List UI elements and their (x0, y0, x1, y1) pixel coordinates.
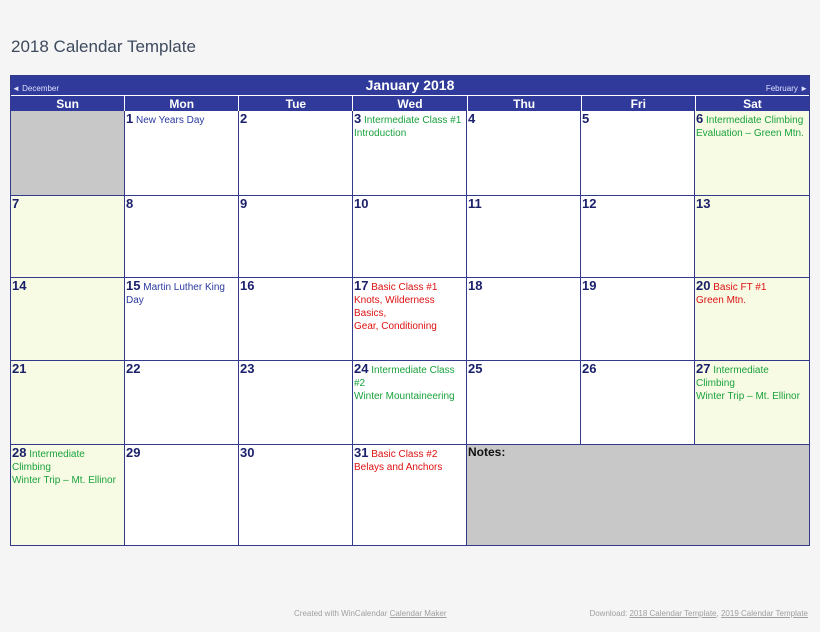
weekday-header: Fri (582, 95, 696, 111)
day-cell[interactable] (695, 278, 809, 361)
day-number: 20 (696, 278, 711, 293)
day-cell[interactable] (125, 196, 239, 278)
event-text: Winter Trip – Mt. Ellinor (12, 475, 116, 486)
day-cell[interactable] (125, 111, 239, 196)
day-number: 10 (354, 196, 369, 211)
day-cell[interactable] (239, 196, 353, 278)
event-text: Introduction (354, 128, 407, 139)
day-number: 28 (12, 445, 27, 460)
day-cell[interactable] (353, 361, 467, 445)
day-number: 9 (240, 196, 248, 211)
day-number: 27 (696, 361, 711, 376)
event-text: Intermediate Climbing (696, 365, 769, 389)
day-cell[interactable] (353, 278, 467, 361)
day-cell[interactable] (239, 111, 353, 196)
day-number: 5 (582, 111, 590, 126)
day-cell[interactable] (467, 196, 581, 278)
day-cell[interactable] (581, 111, 695, 196)
day-cell[interactable] (467, 361, 581, 445)
day-cell[interactable] (11, 445, 125, 545)
event-text: Martin Luther King Day (126, 282, 225, 306)
day-cell[interactable] (125, 361, 239, 445)
event-text: Winter Trip – Mt. Ellinor (696, 391, 800, 402)
footer-credit-text: Created with WinCalendar (294, 609, 390, 618)
day-cell[interactable] (239, 361, 353, 445)
day-number: 31 (354, 445, 369, 460)
day-number: 4 (468, 111, 476, 126)
day-number: 14 (12, 278, 27, 293)
event-text: Intermediate Class #2 (354, 365, 455, 389)
day-number: 24 (354, 361, 369, 376)
day-cell[interactable] (11, 278, 125, 361)
weekday-header: Sun (11, 95, 125, 111)
day-number: 19 (582, 278, 597, 293)
day-number: 3 (354, 111, 362, 126)
day-number: 30 (240, 445, 255, 460)
day-cell[interactable] (695, 111, 809, 196)
day-number: 21 (12, 361, 27, 376)
day-cell[interactable] (353, 196, 467, 278)
day-cell[interactable] (581, 196, 695, 278)
day-number: 6 (696, 111, 704, 126)
day-number: 16 (240, 278, 255, 293)
day-number: 12 (582, 196, 597, 211)
day-number: 15 (126, 278, 141, 293)
event-text: Gear, Conditioning (354, 321, 437, 332)
day-cell[interactable] (239, 278, 353, 361)
event-text: Evaluation – Green Mtn. (696, 128, 804, 139)
day-cell[interactable] (467, 111, 581, 196)
day-number: 26 (582, 361, 597, 376)
day-number: 17 (354, 278, 369, 293)
day-cell[interactable] (581, 361, 695, 445)
day-cell[interactable] (239, 445, 353, 545)
notes-label: Notes: (468, 445, 506, 459)
calendar-grid (11, 111, 809, 545)
day-number: 29 (126, 445, 141, 460)
footer-separator: , (716, 609, 721, 618)
day-number: 8 (126, 196, 134, 211)
footer-credit (294, 609, 447, 618)
day-cell[interactable] (467, 278, 581, 361)
event-text: Belays and Anchors (354, 462, 443, 473)
day-cell[interactable] (11, 361, 125, 445)
day-number: 18 (468, 278, 483, 293)
day-cell[interactable] (11, 196, 125, 278)
day-cell[interactable] (695, 196, 809, 278)
day-cell[interactable] (353, 445, 467, 545)
day-number: 1 (126, 111, 134, 126)
event-text: Intermediate Class #1 (364, 115, 462, 126)
weekday-header: Mon (125, 95, 239, 111)
footer-downloads (589, 609, 808, 618)
event-text: New Years Day (136, 115, 205, 126)
day-cell[interactable] (581, 278, 695, 361)
day-number: 13 (696, 196, 711, 211)
event-text: Intermediate Climbing (12, 449, 85, 473)
day-cell[interactable] (125, 278, 239, 361)
calendar (10, 75, 810, 546)
day-number: 11 (468, 196, 482, 211)
calendar-maker-link[interactable]: Calendar Maker (389, 609, 447, 618)
weekday-header: Wed (353, 95, 467, 111)
weekday-header-row (11, 95, 809, 111)
event-text: Basic FT #1 (713, 282, 767, 293)
month-header (11, 76, 809, 95)
event-text: Winter Mountaineering (354, 391, 455, 402)
prev-month-link[interactable]: ◄ December (12, 84, 60, 93)
event-text: Green Mtn. (696, 295, 747, 306)
weekday-header: Sat (696, 95, 809, 111)
download-2018-link[interactable]: 2018 Calendar Template (629, 609, 717, 618)
day-number: 22 (126, 361, 141, 376)
weekday-header: Tue (239, 95, 353, 111)
day-cell[interactable] (695, 361, 809, 445)
notes-area[interactable] (467, 445, 809, 545)
day-number: 2 (240, 111, 248, 126)
event-text: Intermediate Climbing (706, 115, 804, 126)
day-number: 7 (12, 196, 20, 211)
day-cell[interactable] (125, 445, 239, 545)
next-month-link[interactable]: February ► (765, 84, 808, 93)
event-text: Knots, Wilderness Basics, (354, 295, 435, 319)
event-text: Basic Class #1 (371, 282, 438, 293)
page-title: 2018 Calendar Template (11, 37, 196, 56)
day-cell[interactable] (353, 111, 467, 196)
footer-download-text: Download: (589, 609, 630, 618)
day-number: 23 (240, 361, 255, 376)
empty-day-cell (11, 111, 125, 196)
event-text: Basic Class #2 (371, 449, 438, 460)
day-number: 25 (468, 361, 483, 376)
weekday-header: Thu (468, 95, 582, 111)
download-2019-link[interactable]: 2019 Calendar Template (720, 609, 808, 618)
month-title: January 2018 (365, 77, 455, 93)
